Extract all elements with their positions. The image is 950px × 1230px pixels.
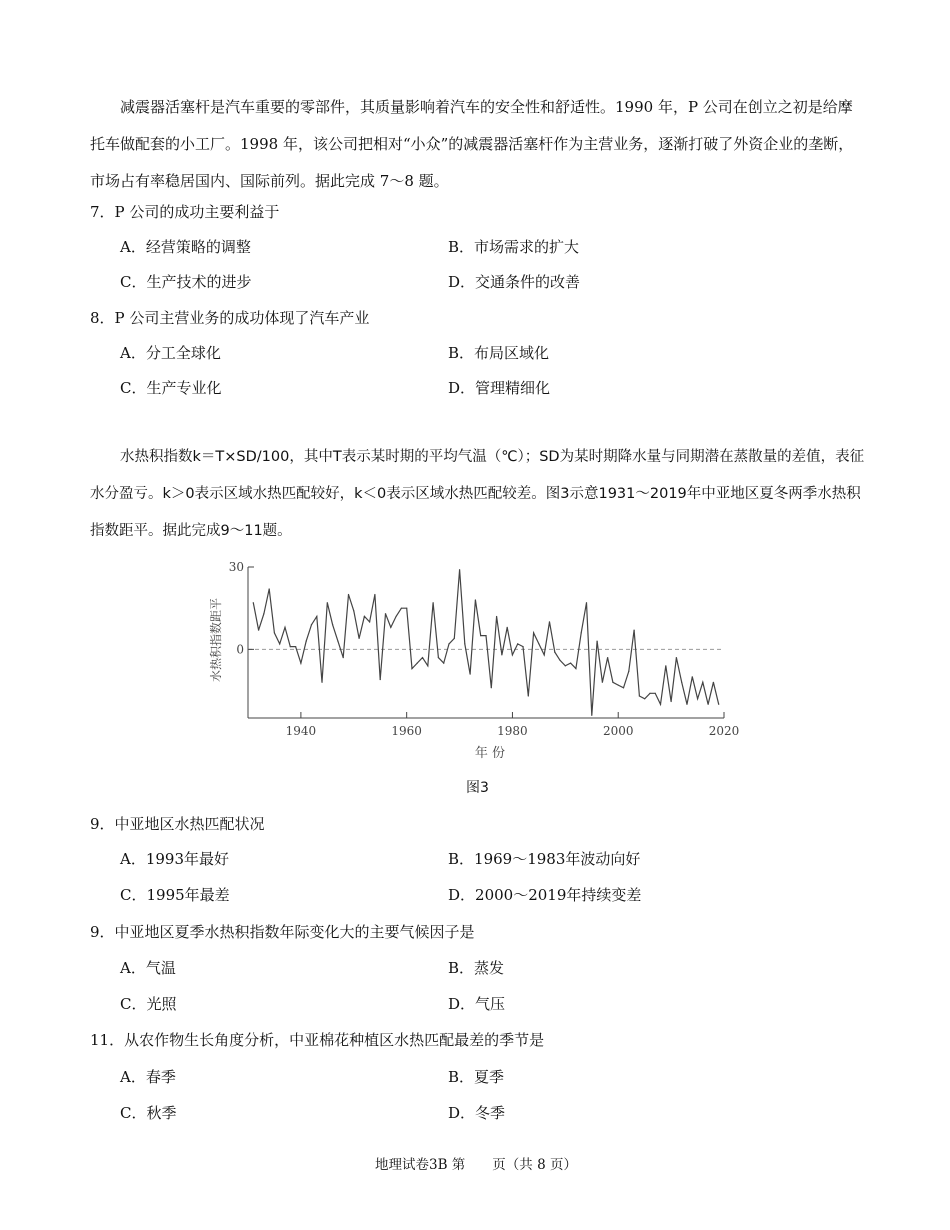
data-point-1966	[438, 657, 439, 658]
x-tick-label: 1940	[285, 724, 317, 738]
question-7-stem: 7．P 公司的成功主要利益于	[90, 203, 280, 221]
question-10-option-d[interactable]: D．气压	[448, 995, 506, 1013]
question-11-option-d[interactable]: D．冬季	[448, 1104, 506, 1122]
question-10-option-a[interactable]: A．气温	[120, 959, 176, 977]
question-9-option-c[interactable]: C．1995年最差	[120, 886, 230, 904]
data-point-1974	[480, 635, 481, 636]
data-point-1975	[485, 635, 486, 636]
data-point-2012	[681, 682, 682, 683]
question-10-option-c[interactable]: C．光照	[120, 995, 177, 1013]
data-point-1994	[586, 602, 587, 603]
data-point-1947	[337, 641, 338, 642]
question-8-option-c[interactable]: C．生产专业化	[120, 379, 222, 397]
data-point-1971	[464, 643, 465, 644]
data-point-1959	[401, 608, 402, 609]
x-tick-label: 2020	[708, 724, 740, 738]
data-point-1932	[258, 630, 259, 631]
question-7-option-c[interactable]: C．生产技术的进步	[120, 273, 252, 291]
question-11-option-c[interactable]: C．秋季	[120, 1104, 177, 1122]
question-11-stem: 11．从农作物生长角度分析，中亚棉花种植区水热匹配最差的季节是	[90, 1031, 545, 1049]
question-9-option-b[interactable]: B．1969～1983年波动向好	[448, 850, 641, 868]
data-point-1987	[549, 621, 550, 622]
x-tick-label: 1980	[497, 724, 528, 738]
data-point-2019	[718, 704, 719, 705]
data-point-2003	[633, 630, 634, 631]
data-point-1943	[316, 616, 317, 617]
data-point-2005	[644, 698, 645, 699]
data-point-1978	[501, 654, 502, 655]
data-point-1934	[269, 588, 270, 589]
data-point-1956	[385, 613, 386, 614]
data-point-1961	[411, 668, 412, 669]
data-point-1950	[353, 610, 354, 611]
data-point-1973	[475, 599, 476, 600]
intro-paragraph-2: 水热积指数k＝T×SD/100，其中T表示某时期的平均气温（℃）；SD为某时期降水量与同期潜在蒸散量的差值，表征水分盈亏。k＞0表示区域水热匹配较好，k＜0表示区域水热匹配较差。图3示意1931～2019年中亚地区夏冬两季水热积指数距平。据此完成9～11题。	[90, 449, 865, 539]
question-8-option-d[interactable]: D．管理精细化	[448, 379, 551, 397]
data-point-1972	[470, 673, 471, 674]
data-point-1980	[512, 654, 513, 655]
data-point-1942	[311, 624, 312, 625]
data-point-1953	[369, 621, 370, 622]
data-point-2006	[649, 693, 650, 694]
y-axis-label: 水热积指数距平	[209, 597, 223, 683]
data-point-1936	[279, 643, 280, 644]
data-point-2016	[702, 682, 703, 683]
data-point-1963	[422, 657, 423, 658]
data-point-2017	[708, 704, 709, 705]
data-point-1957	[390, 627, 391, 628]
data-point-1986	[544, 654, 545, 655]
data-point-1995	[591, 715, 592, 716]
data-point-1981	[517, 643, 518, 644]
data-point-1955	[380, 679, 381, 680]
data-point-1991	[570, 662, 571, 663]
data-point-2002	[628, 671, 629, 672]
data-point-2007	[655, 693, 656, 694]
data-point-1954	[374, 594, 375, 595]
data-point-1948	[343, 657, 344, 658]
x-tick-label: 2000	[602, 724, 634, 738]
data-point-2004	[639, 695, 640, 696]
data-point-2018	[713, 682, 714, 683]
data-point-1952	[364, 616, 365, 617]
y-tick-label: 0	[236, 642, 244, 657]
data-point-1939	[295, 646, 296, 647]
question-7-option-d[interactable]: D．交通条件的改善	[448, 273, 581, 291]
question-7-option-b[interactable]: B．市场需求的扩大	[448, 238, 580, 256]
question-9-stem: 9．中亚地区水热匹配状况	[90, 815, 265, 833]
data-point-2014	[692, 676, 693, 677]
figure-caption: 图3	[466, 780, 489, 796]
data-point-1988	[554, 652, 555, 653]
data-point-1999	[612, 682, 613, 683]
page-footer: 地理试卷3B 第 页（共 8 页）	[375, 1157, 577, 1173]
figure-3-chart	[200, 555, 760, 770]
question-8-option-b[interactable]: B．布局区域化	[448, 344, 550, 362]
question-9-option-a[interactable]: A．1993年最好	[120, 850, 230, 868]
data-point-2010	[671, 701, 672, 702]
question-8-stem: 8．P 公司主营业务的成功体现了汽车产业	[90, 309, 370, 327]
data-point-1949	[348, 594, 349, 595]
question-8-option-a[interactable]: A．分工全球化	[120, 344, 221, 362]
data-point-1944	[321, 682, 322, 683]
x-tick-label: 1960	[391, 724, 422, 738]
data-point-2000	[618, 684, 619, 685]
data-point-1958	[395, 616, 396, 617]
data-point-1933	[263, 613, 264, 614]
data-point-1976	[491, 687, 492, 688]
data-point-1977	[496, 616, 497, 617]
question-11-option-b[interactable]: B．夏季	[448, 1068, 505, 1086]
data-point-1968	[448, 643, 449, 644]
data-point-1967	[443, 662, 444, 663]
data-point-1998	[607, 657, 608, 658]
data-point-1940	[300, 662, 301, 663]
data-point-2008	[660, 704, 661, 705]
question-10-option-b[interactable]: B．蒸发	[448, 959, 505, 977]
question-10-stem: 9．中亚地区夏季水热积指数年际变化大的主要气候因子是	[90, 923, 475, 941]
data-point-1989	[559, 660, 560, 661]
data-point-1984	[533, 632, 534, 633]
question-11-option-a[interactable]: A．春季	[120, 1068, 176, 1086]
data-point-1964	[427, 665, 428, 666]
data-point-1938	[290, 646, 291, 647]
data-point-1960	[406, 608, 407, 609]
data-point-2001	[623, 687, 624, 688]
data-point-1985	[538, 643, 539, 644]
series-line	[253, 570, 718, 716]
data-point-1945	[327, 602, 328, 603]
data-point-1979	[507, 627, 508, 628]
data-point-1990	[565, 665, 566, 666]
data-point-1946	[332, 624, 333, 625]
data-point-2009	[665, 665, 666, 666]
data-point-1931	[253, 602, 254, 603]
data-point-1993	[581, 632, 582, 633]
data-point-1982	[522, 646, 523, 647]
data-point-1951	[358, 638, 359, 639]
data-point-1962	[417, 662, 418, 663]
question-7-option-a[interactable]: A．经营策略的调整	[120, 238, 251, 256]
data-point-1965	[433, 602, 434, 603]
data-point-1997	[602, 682, 603, 683]
data-point-1970	[459, 569, 460, 570]
data-point-1996	[596, 641, 597, 642]
y-tick-label: 30	[228, 560, 244, 574]
data-point-2011	[676, 657, 677, 658]
data-point-1992	[575, 668, 576, 669]
data-point-1969	[454, 638, 455, 639]
x-axis-label: 年 份	[474, 746, 506, 761]
data-point-2013	[686, 704, 687, 705]
data-point-1937	[284, 627, 285, 628]
data-point-1935	[274, 632, 275, 633]
data-point-2015	[697, 698, 698, 699]
question-9-option-d[interactable]: D．2000～2019年持续变差	[448, 886, 642, 904]
intro-paragraph-1: 减震器活塞杆是汽车重要的零部件，其质量影响着汽车的安全性和舒适性。1990 年，P 公司在创立之初是给摩托车做配套的小工厂。1998 年，该公司把相对“小众”的减震器活塞杆作为主营业务，逐渐打破了外资企业的垄断，市场占有率稳居国内、国际前列。据此完成 7～8 题。	[90, 98, 854, 190]
data-point-1941	[306, 641, 307, 642]
data-point-1983	[528, 695, 529, 696]
